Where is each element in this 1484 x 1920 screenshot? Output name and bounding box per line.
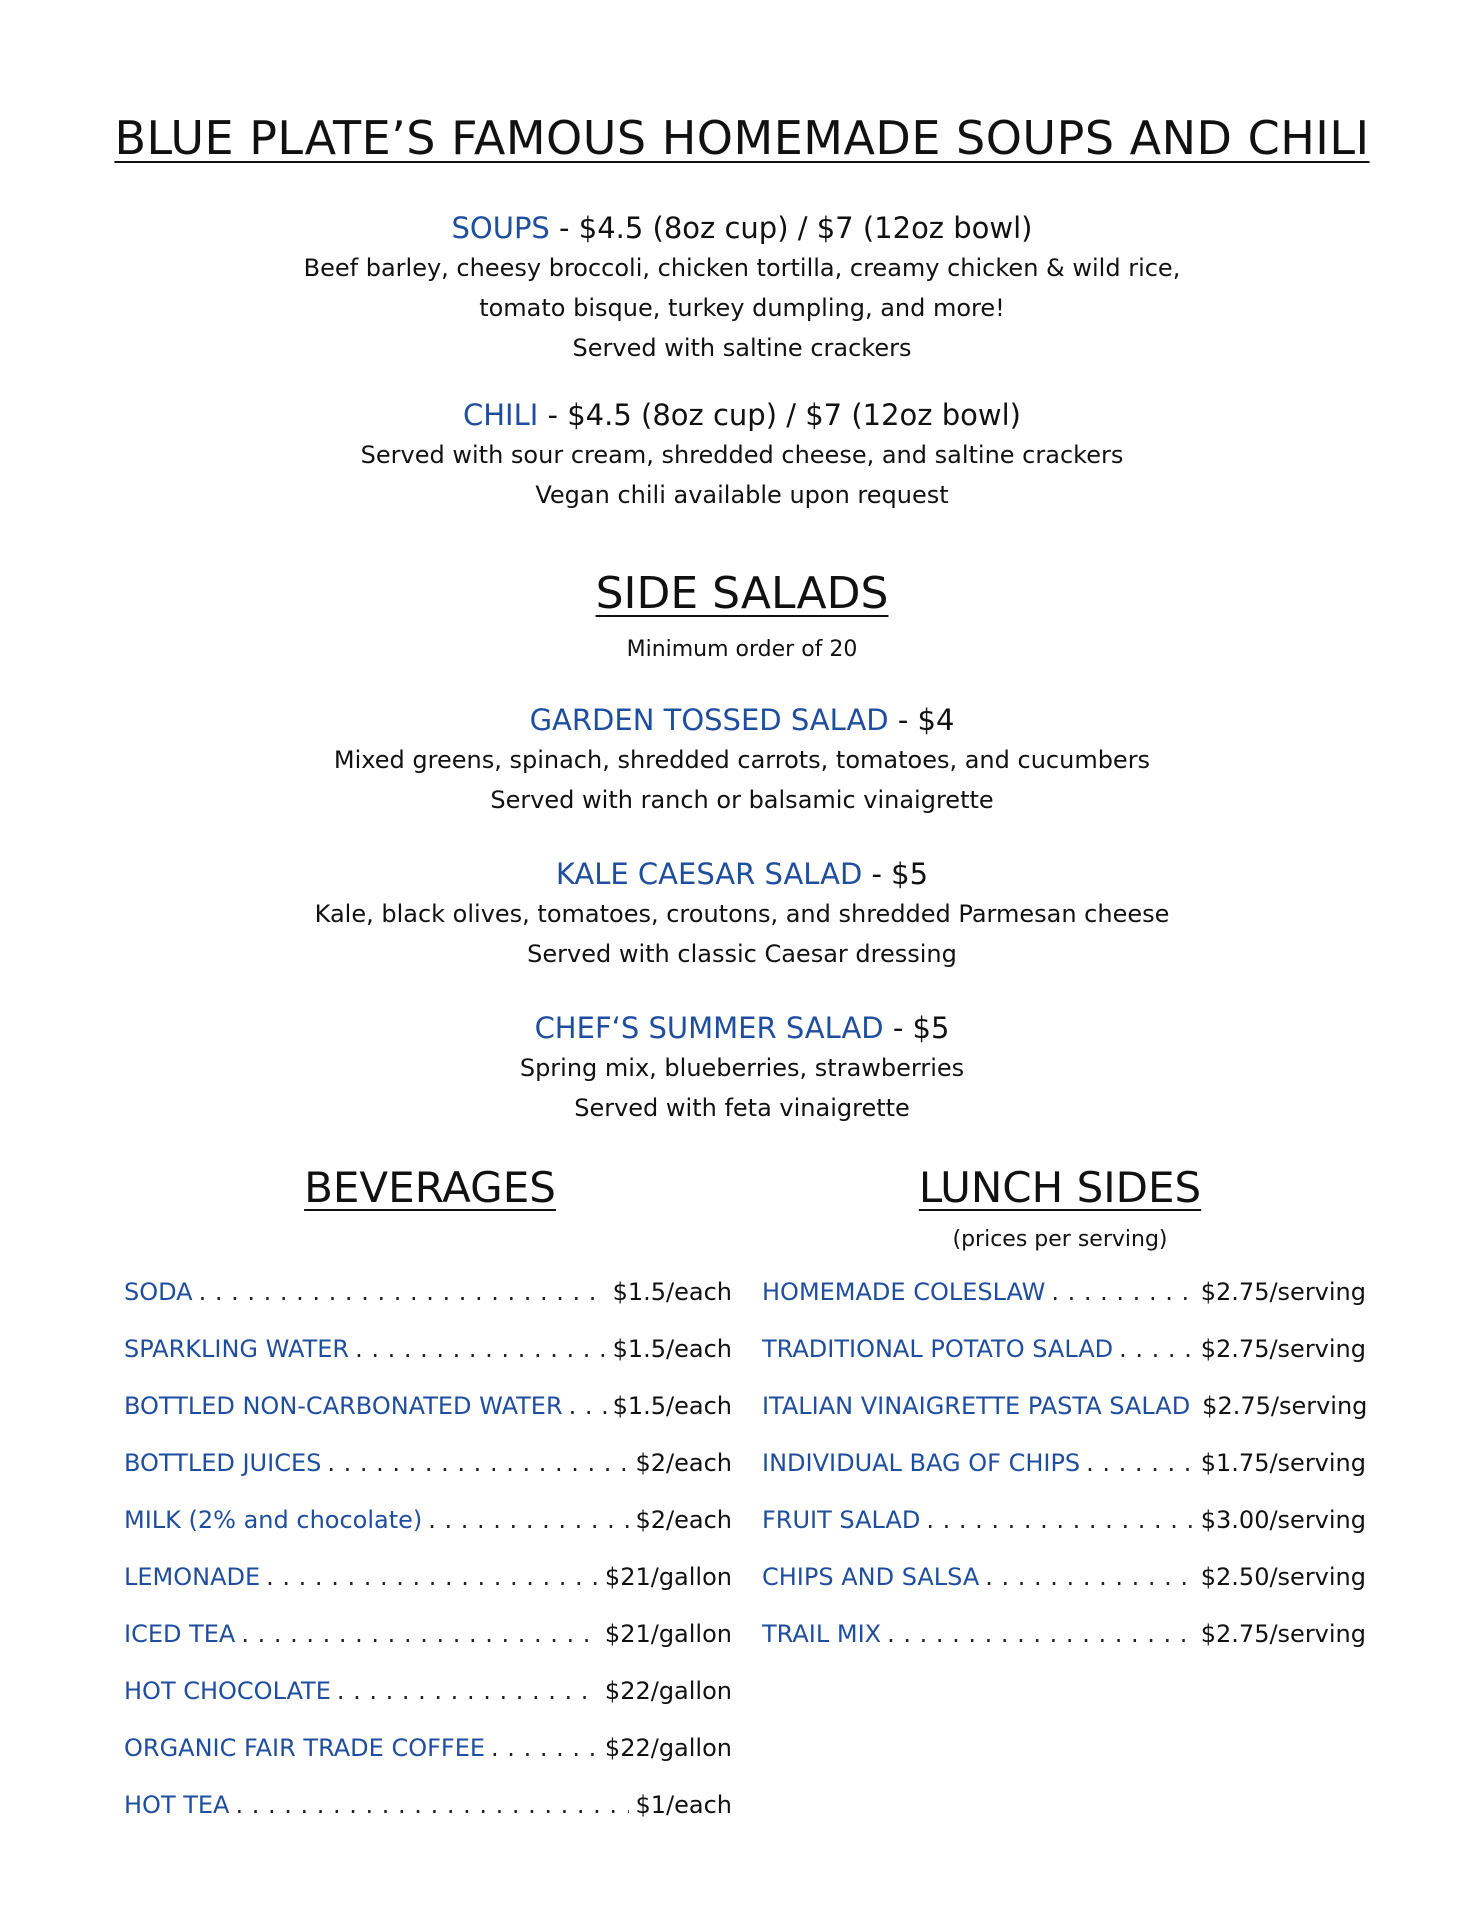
beverage-row: [124, 1563, 732, 1620]
beverage-name: MILK (2% and chocolate): [124, 1506, 423, 1534]
salad-name: KALE CAESAR SALAD: [555, 857, 863, 891]
lunch-side-row: [762, 1506, 1366, 1563]
lunch-side-row: [762, 1620, 1366, 1677]
lunch-side-price: $3.00/serving: [1200, 1506, 1366, 1534]
beverage-price: $22/gallon: [604, 1734, 732, 1762]
chili-desc-line: Served with sour cream, shredded cheese, and saltine crackers: [360, 441, 1124, 469]
lunch-sides-list: [762, 1278, 1366, 1677]
salad-item: [0, 854, 1484, 974]
beverage-price: $1.5/each: [612, 1392, 732, 1420]
beverage-row: [124, 1791, 732, 1848]
lunch-side-price: $2.75/serving: [1200, 1278, 1366, 1306]
lunch-side-name: INDIVIDUAL BAG OF CHIPS: [762, 1449, 1081, 1477]
salad-heading: [0, 854, 1484, 894]
lunch-side-name: HOMEMADE COLESLAW: [762, 1278, 1046, 1306]
beverage-row: [124, 1620, 732, 1677]
chili-price: - $4.5 (8oz cup) / $7 (12oz bowl): [538, 398, 1021, 432]
soups-name: SOUPS: [451, 211, 550, 245]
beverage-name: SODA: [124, 1278, 193, 1306]
lunch-side-row: [762, 1278, 1366, 1335]
beverage-name: BOTTLED JUICES: [124, 1449, 322, 1477]
soups-heading: [0, 208, 1484, 248]
dot-leader: [337, 1677, 599, 1705]
salad-item: [0, 700, 1484, 820]
lunch-side-price: $2.75/serving: [1200, 1335, 1366, 1363]
salad-price: - $4: [888, 703, 955, 737]
beverage-price: $1.5/each: [612, 1335, 732, 1363]
soups-desc-line: tomato bisque, turkey dumpling, and more!: [479, 294, 1005, 322]
salad-desc-line: Spring mix, blueberries, strawberries: [519, 1054, 965, 1082]
lunch-sides-note: (prices per serving): [952, 1227, 1168, 1252]
salad-item: [0, 1008, 1484, 1128]
beverage-name: SPARKLING WATER: [124, 1335, 350, 1363]
dot-leader: [887, 1620, 1195, 1648]
chili-section: [0, 395, 1484, 515]
lunch-side-name: TRAIL MIX: [762, 1620, 882, 1648]
beverage-row: [124, 1449, 732, 1506]
salad-desc-line: Mixed greens, spinach, shredded carrots, tomatoes, and cucumbers: [333, 746, 1151, 774]
lunch-side-name: CHIPS AND SALSA: [762, 1563, 980, 1591]
salad-name: GARDEN TOSSED SALAD: [529, 703, 889, 737]
dot-leader: [491, 1734, 599, 1762]
beverage-price: $21/gallon: [604, 1563, 732, 1591]
lunch-side-name: FRUIT SALAD: [762, 1506, 921, 1534]
salad-desc-line: Served with feta vinaigrette: [574, 1094, 910, 1122]
chili-name: CHILI: [463, 398, 539, 432]
salad-price: - $5: [883, 1011, 950, 1045]
lunch-side-name: ITALIAN VINAIGRETTE PASTA SALAD: [762, 1392, 1191, 1420]
beverages-list: [124, 1278, 732, 1848]
lunch-side-row: [762, 1392, 1366, 1449]
dot-leader: [569, 1392, 607, 1420]
beverage-name: LEMONADE: [124, 1563, 261, 1591]
chili-heading: [0, 395, 1484, 435]
salad-desc-line: Served with classic Caesar dressing: [527, 940, 957, 968]
dot-leader: [266, 1563, 599, 1591]
lunch-side-price: $2.75/serving: [1202, 1392, 1368, 1420]
beverage-row: [124, 1677, 732, 1734]
soups-price: - $4.5 (8oz cup) / $7 (12oz bowl): [549, 211, 1033, 245]
beverage-row: [124, 1335, 732, 1392]
lunch-side-price: $2.50/serving: [1200, 1563, 1366, 1591]
beverage-price: $21/gallon: [604, 1620, 732, 1648]
dot-leader: [327, 1449, 629, 1477]
salad-heading: [0, 700, 1484, 740]
salad-price: - $5: [862, 857, 929, 891]
salad-desc-line: Kale, black olives, tomatoes, croutons, and shredded Parmesan cheese: [314, 900, 1170, 928]
lunch-side-price: $1.75/serving: [1200, 1449, 1366, 1477]
beverage-price: $1/each: [635, 1791, 732, 1819]
lunch-sides-title: LUNCH SIDES: [918, 1163, 1202, 1212]
dot-leader: [1119, 1335, 1195, 1363]
beverage-row: [124, 1278, 732, 1335]
beverage-row: [124, 1734, 732, 1791]
lunch-side-name: TRADITIONAL POTATO SALAD: [762, 1335, 1114, 1363]
dot-leader: [355, 1335, 606, 1363]
salad-desc-line: Served with ranch or balsamic vinaigrette: [490, 786, 994, 814]
lunch-side-row: [762, 1335, 1366, 1392]
lunch-side-row: [762, 1563, 1366, 1620]
dot-leader: [241, 1620, 599, 1648]
dot-leader: [235, 1791, 629, 1819]
beverages-title: BEVERAGES: [304, 1163, 556, 1212]
beverage-name: ICED TEA: [124, 1620, 236, 1648]
beverage-price: $1.5/each: [612, 1278, 732, 1306]
lunch-side-row: [762, 1449, 1366, 1506]
dot-leader: [1051, 1278, 1194, 1306]
beverage-price: $2/each: [635, 1449, 732, 1477]
beverage-name: ORGANIC FAIR TRADE COFFEE: [124, 1734, 486, 1762]
chili-desc-line: Vegan chili available upon request: [535, 481, 949, 509]
page-title: BLUE PLATE’S FAMOUS HOMEMADE SOUPS AND CHILI: [114, 111, 1370, 165]
salad-heading: [0, 1008, 1484, 1048]
dot-leader: [1086, 1449, 1195, 1477]
dot-leader: [926, 1506, 1194, 1534]
side-salads-title: SIDE SALADS: [595, 568, 889, 619]
salad-name: CHEF‘S SUMMER SALAD: [534, 1011, 884, 1045]
beverage-name: HOT TEA: [124, 1791, 230, 1819]
soups-desc-line: Beef barley, cheesy broccoli, chicken tortilla, creamy chicken & wild rice,: [303, 254, 1181, 282]
dot-leader: [199, 1278, 607, 1306]
soups-desc-line: Served with saltine crackers: [572, 334, 912, 362]
dot-leader: [428, 1506, 629, 1534]
beverage-row: [124, 1392, 732, 1449]
beverage-price: $2/each: [635, 1506, 732, 1534]
beverage-row: [124, 1506, 732, 1563]
beverage-name: BOTTLED NON-CARBONATED WATER: [124, 1392, 563, 1420]
beverage-name: HOT CHOCOLATE: [124, 1677, 331, 1705]
dot-leader: [985, 1563, 1194, 1591]
lunch-side-price: $2.75/serving: [1200, 1620, 1366, 1648]
soups-section: [0, 208, 1484, 368]
side-salads-note: Minimum order of 20: [626, 637, 858, 662]
beverage-price: $22/gallon: [604, 1677, 732, 1705]
